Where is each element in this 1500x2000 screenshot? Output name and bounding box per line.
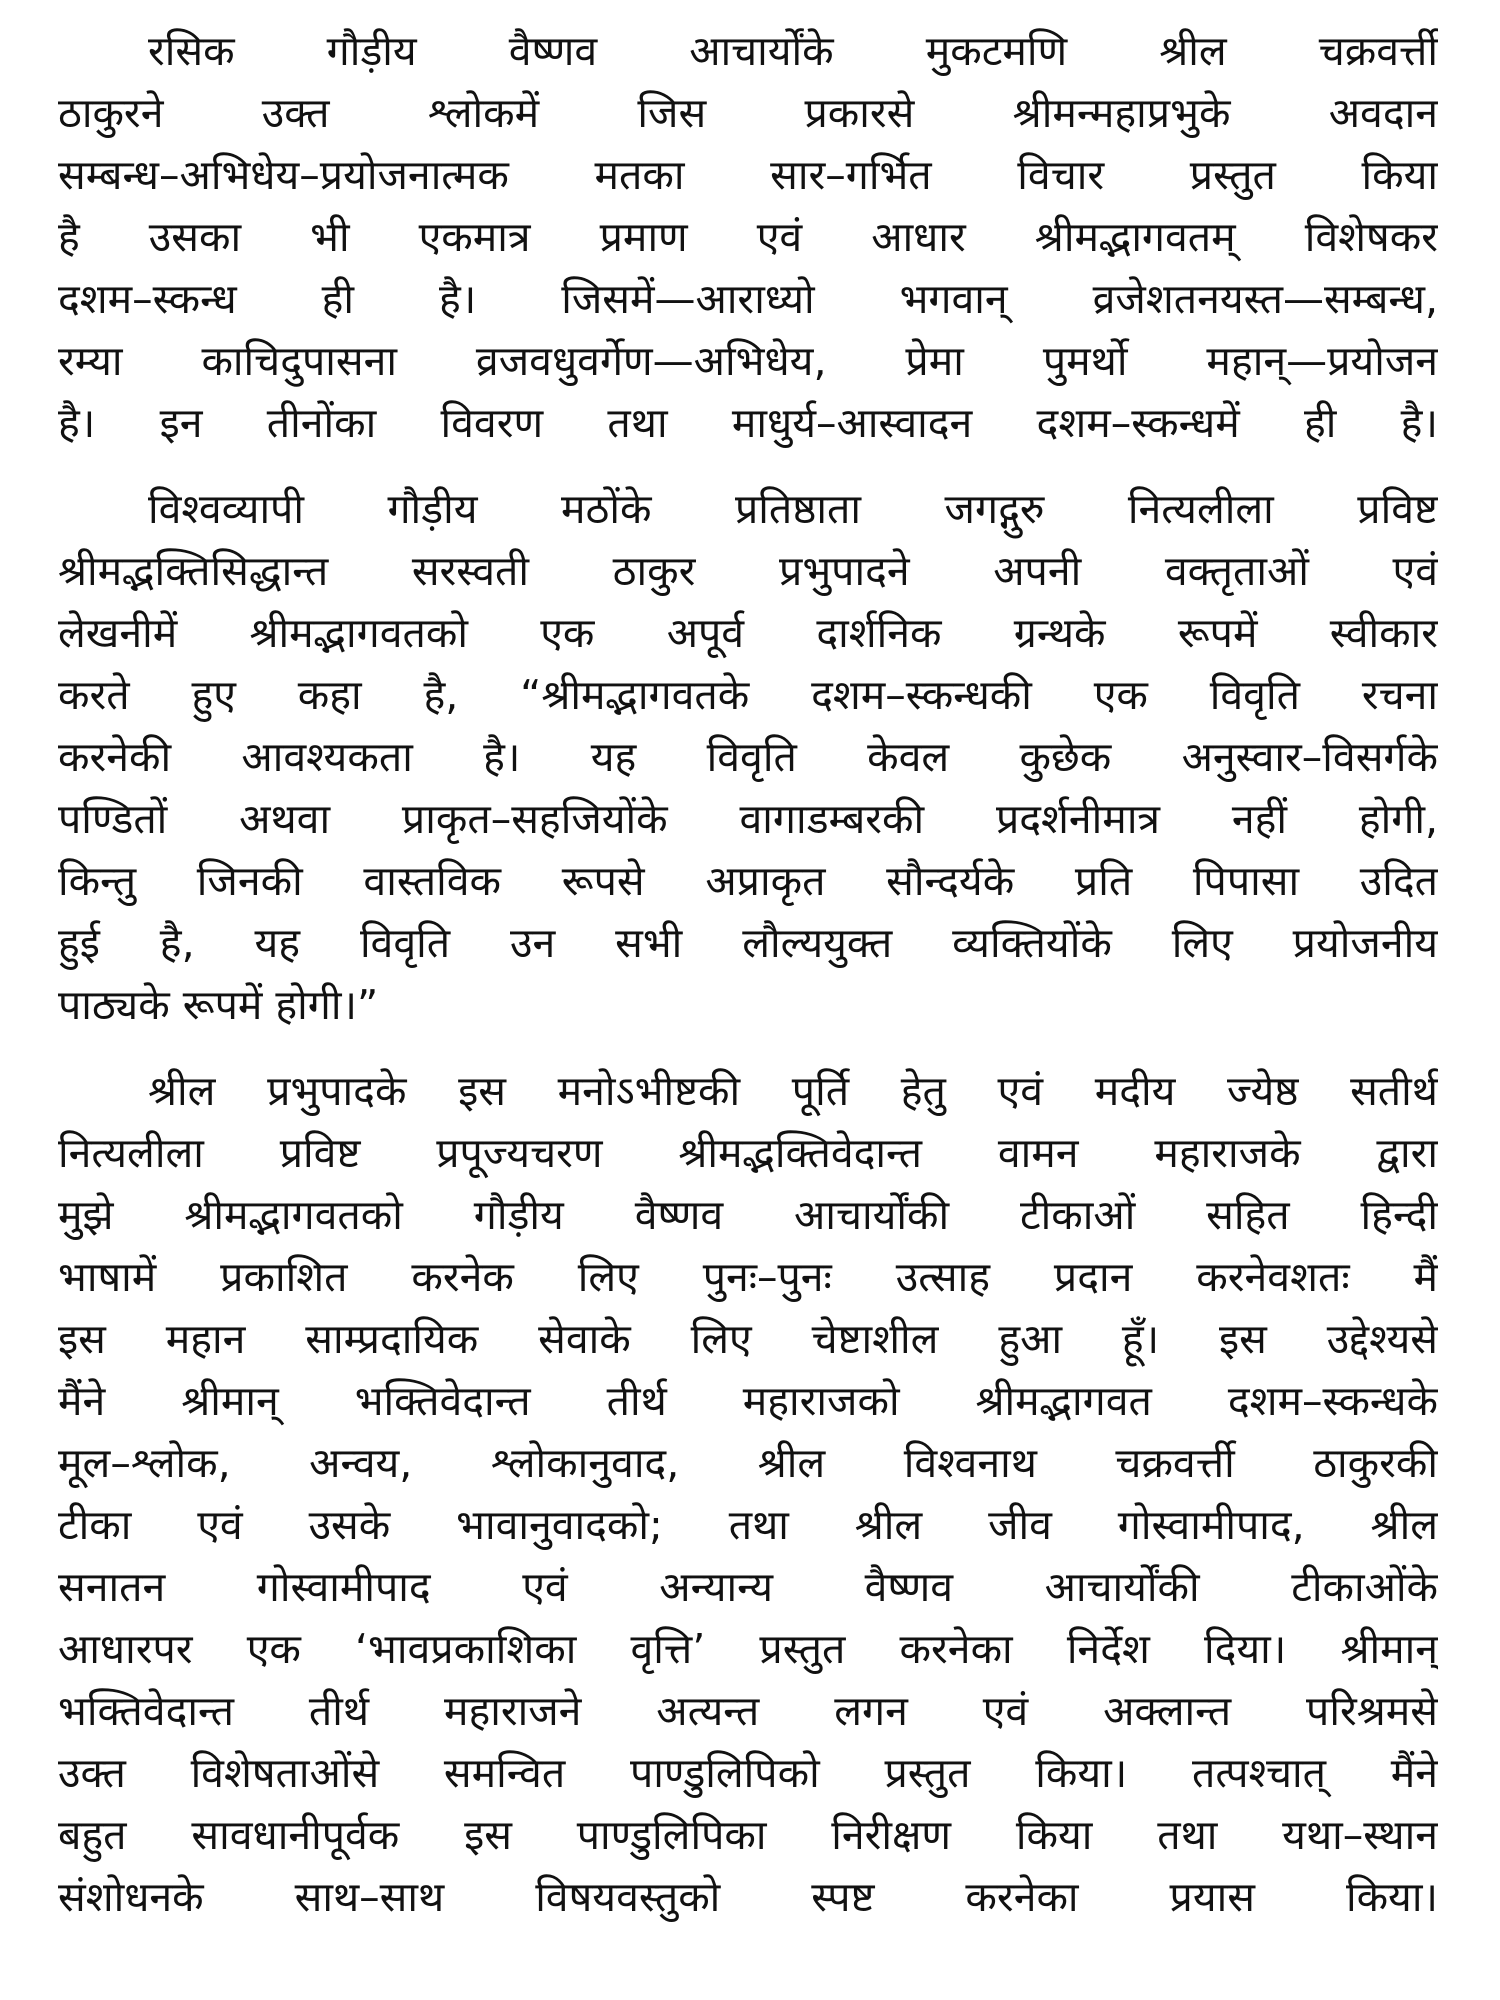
text-line: पण्डितों अथवा प्राकृत–सहजियोंके वागाडम्बरकी प्रदर्शनीमात्र नहीं होगी, bbox=[58, 795, 1438, 843]
text-line: बहुत सावधानीपूर्वक इस पाण्डुलिपिका निरीक्षण किया तथा यथा–स्थान bbox=[58, 1811, 1438, 1859]
text-line: मूल–श्लोक, अन्वय, श्लोकानुवाद, श्रील विश्वनाथ चक्रवर्त्ती ठाकुरकी bbox=[58, 1439, 1438, 1487]
text-line: टीका एवं उसके भावानुवादको; तथा श्रील जीव गोस्वामीपाद, श्रील bbox=[58, 1501, 1438, 1549]
text-line: ठाकुरने उक्त श्लोकमें जिस प्रकारसे श्रीमन्महाप्रभुके अवदान bbox=[58, 89, 1438, 137]
text-line: उक्त विशेषताओंसे समन्वित पाण्डुलिपिको प्रस्तुत किया। तत्पश्चात् मैंने bbox=[58, 1749, 1438, 1797]
text-line: मुझे श्रीमद्भागवतको गौड़ीय वैष्णव आचार्योंकी टीकाओं सहित हिन्दी bbox=[58, 1191, 1438, 1239]
text-line: हुई है, यह विवृति उन सभी लौल्ययुक्त व्यक्तियोंके लिए प्रयोजनीय bbox=[58, 919, 1438, 967]
text-line: श्रील प्रभुपादके इस मनोऽभीष्टकी पूर्ति हेतु एवं मदीय ज्येष्ठ सतीर्थ bbox=[148, 1067, 1438, 1115]
text-line: पाठ्यके रूपमें होगी।” bbox=[58, 981, 379, 1029]
text-line: सनातन गोस्वामीपाद एवं अन्यान्य वैष्णव आचार्योंकी टीकाओंके bbox=[58, 1563, 1438, 1611]
text-line: सम्बन्ध–अभिधेय–प्रयोजनात्मक मतका सार–गर्भित विचार प्रस्तुत किया bbox=[58, 151, 1438, 199]
text-line: आधारपर एक ‘भावप्रकाशिका वृत्ति’ प्रस्तुत करनेका निर्देश दिया। श्रीमान् bbox=[58, 1625, 1438, 1673]
text-line: है उसका भी एकमात्र प्रमाण एवं आधार श्रीमद्भागवतम् विशेषकर bbox=[58, 213, 1438, 261]
text-line: संशोधनके साथ–साथ विषयवस्तुको स्पष्ट करनेका प्रयास किया। bbox=[58, 1873, 1438, 1921]
text-line: इस महान साम्प्रदायिक सेवाके लिए चेष्टाशील हुआ हूँ। इस उद्देश्यसे bbox=[58, 1315, 1438, 1363]
paragraph-2 bbox=[58, 478, 1438, 1036]
text-line: श्रीमद्भक्तिसिद्धान्त सरस्वती ठाकुर प्रभुपादने अपनी वक्तृताओं एवं bbox=[58, 547, 1438, 595]
text-line: करते हुए कहा है, “श्रीमद्भागवतके दशम–स्कन्धकी एक विवृति रचना bbox=[58, 671, 1438, 719]
text-line: दशम–स्कन्ध ही है। जिसमें—आराध्यो भगवान् व्रजेशतनयस्त—सम्बन्ध, bbox=[58, 275, 1438, 323]
text-line: भक्तिवेदान्त तीर्थ महाराजने अत्यन्त लगन एवं अक्लान्त परिश्रमसे bbox=[58, 1687, 1438, 1735]
text-line: किन्तु जिनकी वास्तविक रूपसे अप्राकृत सौन्दर्यके प्रति पिपासा उदित bbox=[58, 857, 1438, 905]
paragraph-1 bbox=[58, 20, 1438, 454]
text-line: करनेकी आवश्यकता है। यह विवृति केवल कुछेक अनुस्वार–विसर्गके bbox=[58, 733, 1438, 781]
paragraph-spacer bbox=[58, 454, 1438, 478]
text-line: है। इन तीनोंका विवरण तथा माधुर्य–आस्वादन दशम–स्कन्धमें ही है। bbox=[58, 399, 1438, 447]
text-line: भाषामें प्रकाशित करनेक लिए पुनः–पुनः उत्साह प्रदान करनेवशतः मैं bbox=[58, 1253, 1438, 1301]
text-line: रम्या काचिदुपासना व्रजवधुवर्गेण—अभिधेय, प्रेमा पुमर्थो महान्—प्रयोजन bbox=[58, 337, 1438, 385]
text-line: नित्यलीला प्रविष्ट प्रपूज्यचरण श्रीमद्भक्तिवेदान्त वामन महाराजके द्वारा bbox=[58, 1129, 1438, 1177]
document-page bbox=[58, 20, 1438, 1980]
text-line: मैंने श्रीमान् भक्तिवेदान्त तीर्थ महाराजको श्रीमद्भागवत दशम–स्कन्धके bbox=[58, 1377, 1438, 1425]
text-line: विश्वव्यापी गौड़ीय मठोंके प्रतिष्ठाता जगद्गुरु नित्यलीला प्रविष्ट bbox=[148, 485, 1438, 533]
text-line: रसिक गौड़ीय वैष्णव आचार्योंके मुकटमणि श्रील चक्रवर्त्ती bbox=[148, 27, 1438, 75]
paragraph-3 bbox=[58, 1060, 1438, 1928]
text-line: लेखनीमें श्रीमद्भागवतको एक अपूर्व दार्शनिक ग्रन्थके रूपमें स्वीकार bbox=[58, 609, 1438, 657]
paragraph-spacer bbox=[58, 1036, 1438, 1060]
